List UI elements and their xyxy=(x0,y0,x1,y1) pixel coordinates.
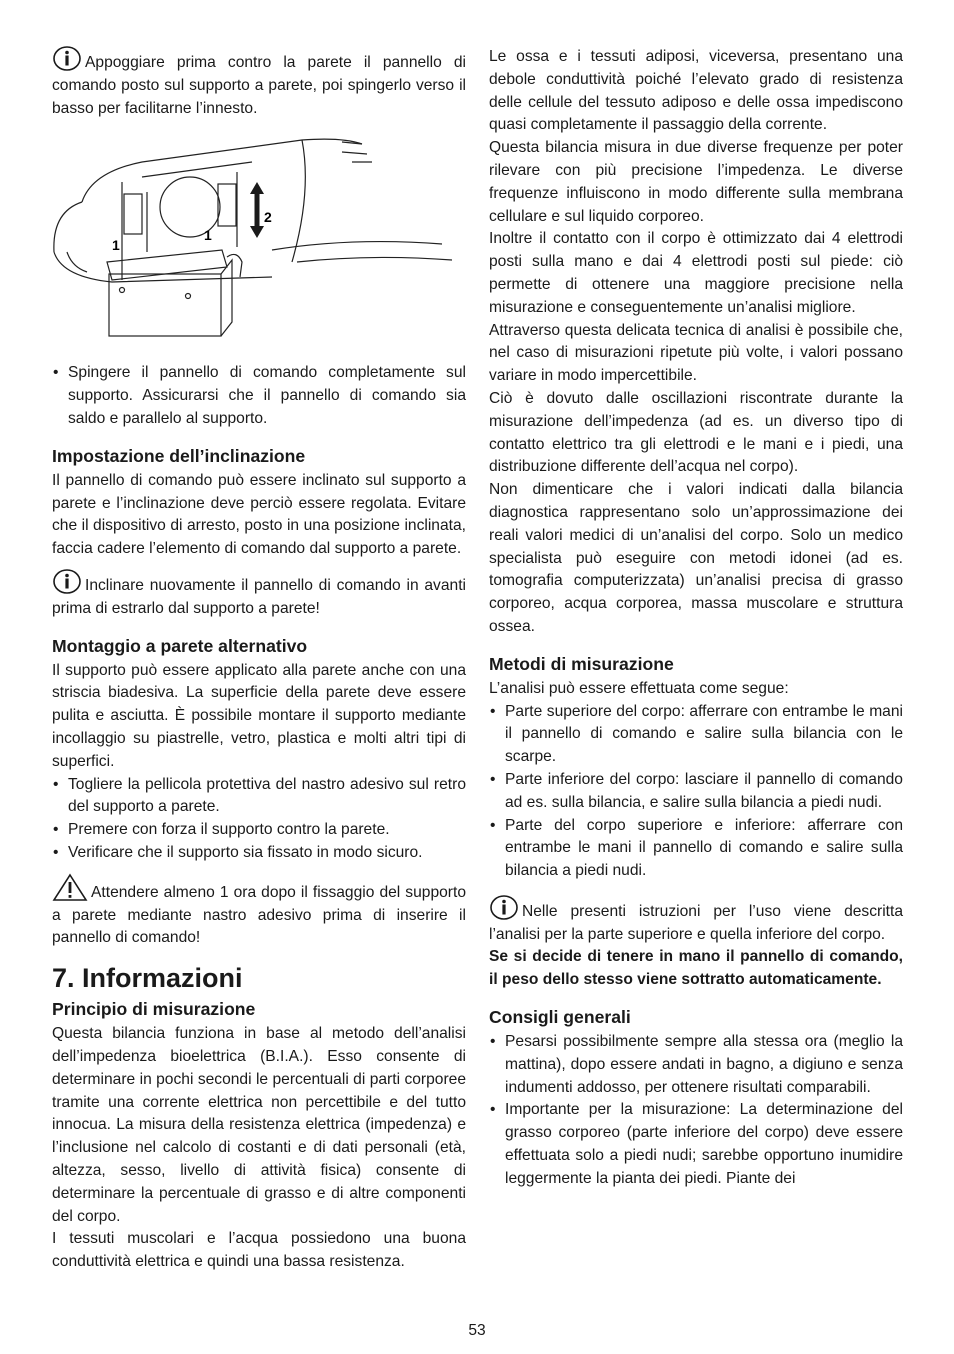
wall-mount-illustration xyxy=(52,132,466,352)
heading-measurement-methods: Metodi di misurazione xyxy=(489,653,674,674)
warning-text: Attendere almeno 1 ora dopo il fissaggio del supporto a parete mediante nastro adesivo prima di inserire il pannello di comando! xyxy=(52,883,466,947)
info-icon xyxy=(52,569,82,594)
page-number: 53 xyxy=(468,1322,486,1339)
list-item: • Parte inferiore del corpo: lasciare il pannello di comando ad es. sulla bilancia, e salire sulla bilancia a piedi nudi. xyxy=(489,769,903,815)
chapter-title: 7. Informazioni xyxy=(52,963,243,994)
bold-note-weight: Se si decide di tenere in mano il pannello di comando, il peso dello stesso viene sottratto automaticamente. xyxy=(489,948,903,989)
right-column xyxy=(489,46,903,1191)
list-item: • Importante per la misurazione: La determinazione del grasso corporeo (parte inferiore del corpo) deve essere effettuata solo a piedi nudi; sarebbe opportuno inumidire leggermente la pianta dei piedi. Piante dei xyxy=(489,1099,903,1190)
paragraph-disclaimer: Non dimenticare che i valori indicati dalla bilancia diagnostica rappresentano solo un’approssimazione dei reali valori medici di un’analisi del corpo. Solo un medico specialista può eseguire con metodi idonei (ad es. tomografia computerizzata) un’analisi precisa di grasso corporeo, acqua corporea, massa muscolare e struttura ossea. xyxy=(489,481,903,635)
tips-bullet-list xyxy=(489,1031,903,1191)
list-item: • Parte superiore del corpo: afferrare con entrambe le mani il pannello di comando e salire sulla bilancia con le scarpe. xyxy=(489,701,903,769)
info-note-analysis xyxy=(489,895,903,947)
list-item: • Spingere il pannello di comando completamente sul supporto. Assicurarsi che il pannello di comando sia saldo e parallelo al supporto. xyxy=(52,362,466,430)
info-icon xyxy=(489,895,519,920)
paragraph-oscillations: Ciò è dovuto dalle oscillazioni riscontrate durante la misurazione dell’impedenza (ad es. un diverso tipo di contatto elettrico tra gli elettrodi e le mani e i piedi, una distribuzione differente dell’acqua nel corpo). xyxy=(489,389,903,476)
heading-alternative-mounting: Montaggio a parete alternativo xyxy=(52,635,308,656)
list-item: • Pesarsi possibilmente sempre alla stessa ora (meglio la mattina), dopo essere andati in bagno, a digiuno e senza indumenti addosso, per ottenere risultati comparabili. xyxy=(489,1031,903,1099)
push-bullet-list xyxy=(52,362,466,430)
info-icon xyxy=(52,46,82,71)
note-text: Inclinare nuovamente il pannello di comando in avanti prima di estrarlo dal supporto a parete! xyxy=(52,576,466,617)
heading-general-tips: Consigli generali xyxy=(489,1007,631,1028)
info-note-inclination xyxy=(52,569,466,621)
paragraph-frequencies: Questa bilancia misura in due diverse frequenze per poter rilevare con più precisione l’impedenza. Le diverse frequenze influiscono in modo differente sulla membrana cellulare e sul liquido corporeo. xyxy=(489,139,903,225)
paragraph-electrodes: Inoltre il contatto con il corpo è ottimizzato dai 4 elettrodi posti sulla mano e dai 4 elettrodi posti sul piede: ciò permette di ottenere una maggiore precisione nella misurazione e conseguentemente un’analisi migliore. xyxy=(489,230,903,316)
note-text: Nelle presenti istruzioni per l’uso viene descritta l’analisi per la parte superiore e quella inferiore del corpo. xyxy=(489,902,903,943)
list-item: • Parte del corpo superiore e inferiore: afferrare con entrambe le mani il pannello di comando e salire sulla bilancia a piedi nudi. xyxy=(489,815,903,883)
warning-triangle-icon xyxy=(52,873,88,901)
note-text: Appoggiare prima contro la parete il pannello di comando posto sul supporto a parete, poi spingerlo verso il basso per facilitarne l’innesto. xyxy=(52,54,466,117)
paragraph-mounting: Il supporto può essere applicato alla parete anche con una striscia biadesiva. La superficie della parete deve essere pulita e asciutta. È possibile montare il supporto mediante incollaggio su piastrelle, vetro, plastica e molti altri tipi di superfici. xyxy=(52,661,466,770)
paragraph-bones-fat: Le ossa e i tessuti adiposi, viceversa, presentano una debole conduttività poiché l’elevato grado di resistenza delle cellule del tessuto adiposo e delle ossa impediscono quasi completamente il passaggio della corrente. xyxy=(489,48,903,134)
list-item: • Togliere la pellicola protettiva del nastro adesivo sul retro del supporto a parete. xyxy=(52,774,466,820)
paragraph-inclination: Il pannello di comando può essere inclinato sul supporto a parete e l’inclinazione deve perciò essere regolata. Evitare che il dispositivo di arresto, posto in una posizione inclinata, faccia cadere l’elemento di comando dal supporto a parete. xyxy=(52,471,466,558)
heading-inclination: Impostazione dell’inclinazione xyxy=(52,445,306,466)
figure-label-1: 1 xyxy=(204,227,212,244)
paragraph-principle-2: I tessuti muscolari e l’acqua possiedono una buona conduttività elettrica e quindi una bassa resistenza. xyxy=(52,1230,466,1271)
mounting-bullet-list xyxy=(52,774,466,865)
warning-note xyxy=(52,873,466,950)
left-column xyxy=(52,46,466,1274)
figure-label-1: 1 xyxy=(112,237,120,254)
paragraph-methods: L’analisi può essere effettuata come segue: xyxy=(489,679,789,697)
paragraph-variations: Attraverso questa delicata tecnica di analisi è possibile che, nel caso di misurazioni ripetute più volte, i valori possano variare in modo impercettibile. xyxy=(489,321,903,385)
figure-label-2: 2 xyxy=(264,209,272,226)
paragraph-principle-1: Questa bilancia funziona in base al metodo dell’analisi dell’impedenza bioelettrica (B.I.A.). Esso consente di determinare in pochi secondi le percentuali di parti corporee tramite una corrente elettrica non percettibile e del tutto innocua. La misura della resistenza elettrica (impedenza) e l’inclusione nel calcolo di costanti e di dati personali (età, altezza, sesso, livello di attività fisica) consente di determinare la percentuale di grasso e di altre componenti del corpo. xyxy=(52,1025,466,1225)
list-item: • Premere con forza il supporto contro la parete. xyxy=(52,819,466,842)
list-item: • Verificare che il supporto sia fissato in modo sicuro. xyxy=(52,842,466,865)
heading-measurement-principle: Principio di misurazione xyxy=(52,999,256,1020)
info-note-mounting xyxy=(52,46,466,120)
methods-bullet-list xyxy=(489,701,903,883)
